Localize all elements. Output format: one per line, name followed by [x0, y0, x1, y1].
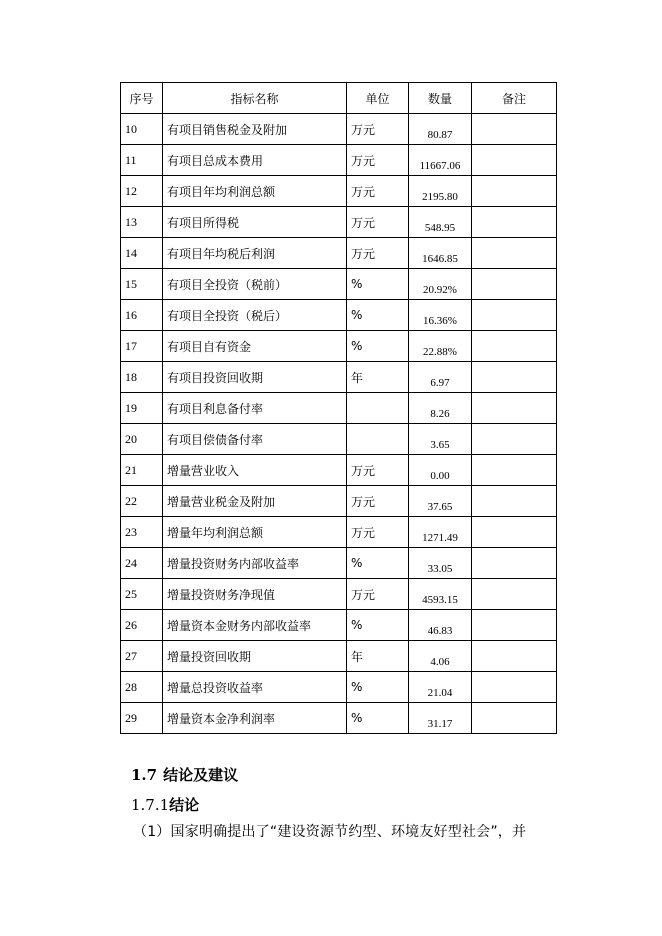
row-qty-cell: 80.87	[409, 114, 472, 145]
row-unit-cell: %	[347, 610, 409, 641]
row-qty-cell: 31.17	[409, 703, 472, 734]
row-note-cell	[472, 610, 557, 641]
row-note-cell	[472, 548, 557, 579]
row-no-cell: 18	[121, 362, 163, 393]
table-header-row	[121, 83, 557, 114]
row-name-cell: 增量营业税金及附加	[163, 486, 347, 517]
row-no-cell: 25	[121, 579, 163, 610]
row-name-cell: 增量投资回收期	[163, 641, 347, 672]
row-name-cell: 增量营业收入	[163, 455, 347, 486]
row-name-cell: 增量年均利润总额	[163, 517, 347, 548]
row-note-cell	[472, 486, 557, 517]
row-name-cell: 增量资本金净利润率	[163, 703, 347, 734]
row-no-cell: 24	[121, 548, 163, 579]
row-note-cell	[472, 703, 557, 734]
table-row	[121, 238, 557, 269]
table-row	[121, 424, 557, 455]
row-no-cell: 16	[121, 300, 163, 331]
row-unit-cell: %	[347, 269, 409, 300]
row-unit-cell: 万元	[347, 176, 409, 207]
row-note-cell	[472, 424, 557, 455]
row-name-cell: 有项目利息备付率	[163, 393, 347, 424]
row-unit-cell: 万元	[347, 486, 409, 517]
row-note-cell	[472, 393, 557, 424]
row-note-cell	[472, 331, 557, 362]
section-number: 1.7	[131, 766, 158, 784]
table-row	[121, 517, 557, 548]
row-name-cell: 有项目年均利润总额	[163, 176, 347, 207]
table-row	[121, 176, 557, 207]
table-row	[121, 610, 557, 641]
row-unit-cell: 万元	[347, 238, 409, 269]
row-name-cell: 增量资本金财务内部收益率	[163, 610, 347, 641]
header-no: 序号	[121, 83, 163, 114]
row-unit-cell: 年	[347, 362, 409, 393]
table-row	[121, 703, 557, 734]
row-no-cell: 21	[121, 455, 163, 486]
row-note-cell	[472, 579, 557, 610]
table-body	[121, 114, 557, 734]
row-unit-cell: %	[347, 672, 409, 703]
row-qty-cell: 548.95	[409, 207, 472, 238]
table-row	[121, 331, 557, 362]
row-qty-cell: 11667.06	[409, 145, 472, 176]
row-qty-cell: 20.92%	[409, 269, 472, 300]
row-qty-cell: 8.26	[409, 393, 472, 424]
row-qty-cell: 3.65	[409, 424, 472, 455]
row-no-cell: 14	[121, 238, 163, 269]
row-note-cell	[472, 176, 557, 207]
table-row	[121, 672, 557, 703]
row-note-cell	[472, 114, 557, 145]
section-title: 结论及建议	[163, 766, 239, 784]
header-note: 备注	[472, 83, 557, 114]
table-row	[121, 114, 557, 145]
row-qty-cell: 4593.15	[409, 579, 472, 610]
indicator-table	[120, 82, 557, 734]
row-name-cell: 有项目总成本费用	[163, 145, 347, 176]
row-unit-cell: 万元	[347, 145, 409, 176]
row-no-cell: 28	[121, 672, 163, 703]
row-qty-cell: 21.04	[409, 672, 472, 703]
row-note-cell	[472, 672, 557, 703]
row-no-cell: 12	[121, 176, 163, 207]
row-qty-cell: 6.97	[409, 362, 472, 393]
row-qty-cell: 2195.80	[409, 176, 472, 207]
table-row	[121, 548, 557, 579]
row-note-cell	[472, 145, 557, 176]
table-row	[121, 455, 557, 486]
row-name-cell: 增量投资财务净现值	[163, 579, 347, 610]
row-unit-cell: 万元	[347, 207, 409, 238]
row-note-cell	[472, 238, 557, 269]
row-qty-cell: 22.88%	[409, 331, 472, 362]
row-name-cell: 有项目偿债备付率	[163, 424, 347, 455]
row-no-cell: 20	[121, 424, 163, 455]
table-row	[121, 207, 557, 238]
row-note-cell	[472, 300, 557, 331]
row-unit-cell: 万元	[347, 517, 409, 548]
indicator-table-container	[120, 82, 556, 734]
table-row	[121, 145, 557, 176]
row-note-cell	[472, 455, 557, 486]
row-qty-cell: 37.65	[409, 486, 472, 517]
row-note-cell	[472, 517, 557, 548]
row-no-cell: 11	[121, 145, 163, 176]
row-unit-cell: 万元	[347, 455, 409, 486]
row-no-cell: 13	[121, 207, 163, 238]
row-name-cell: 有项目自有资金	[163, 331, 347, 362]
header-unit: 单位	[347, 83, 409, 114]
row-unit-cell: 年	[347, 641, 409, 672]
table-row	[121, 362, 557, 393]
row-qty-cell: 33.05	[409, 548, 472, 579]
row-no-cell: 19	[121, 393, 163, 424]
row-no-cell: 26	[121, 610, 163, 641]
table-row	[121, 641, 557, 672]
row-qty-cell: 46.83	[409, 610, 472, 641]
row-name-cell: 有项目销售税金及附加	[163, 114, 347, 145]
row-qty-cell: 16.36%	[409, 300, 472, 331]
subsection-number: 1.7.1	[131, 796, 170, 814]
section-heading	[131, 764, 238, 785]
table-row	[121, 579, 557, 610]
row-qty-cell: 1271.49	[409, 517, 472, 548]
row-qty-cell: 1646.85	[409, 238, 472, 269]
row-no-cell: 27	[121, 641, 163, 672]
row-name-cell: 有项目年均税后利润	[163, 238, 347, 269]
row-unit-cell	[347, 424, 409, 455]
row-name-cell: 增量总投资收益率	[163, 672, 347, 703]
row-unit-cell: 万元	[347, 114, 409, 145]
subsection-title: 结论	[169, 796, 200, 814]
body-paragraph: （1）国家明确提出了“建设资源节约型、环境友好型社会”，并	[133, 824, 527, 840]
row-name-cell: 增量投资财务内部收益率	[163, 548, 347, 579]
row-note-cell	[472, 207, 557, 238]
row-no-cell: 23	[121, 517, 163, 548]
row-name-cell: 有项目投资回收期	[163, 362, 347, 393]
row-unit-cell	[347, 393, 409, 424]
row-no-cell: 10	[121, 114, 163, 145]
row-note-cell	[472, 641, 557, 672]
row-unit-cell: %	[347, 703, 409, 734]
row-qty-cell: 4.06	[409, 641, 472, 672]
row-no-cell: 17	[121, 331, 163, 362]
table-row	[121, 269, 557, 300]
row-no-cell: 15	[121, 269, 163, 300]
row-unit-cell: %	[347, 548, 409, 579]
row-name-cell: 有项目全投资（税前）	[163, 269, 347, 300]
row-unit-cell: 万元	[347, 579, 409, 610]
row-qty-cell: 0.00	[409, 455, 472, 486]
subsection-heading	[131, 794, 199, 815]
row-name-cell: 有项目全投资（税后）	[163, 300, 347, 331]
row-name-cell: 有项目所得税	[163, 207, 347, 238]
table-row	[121, 300, 557, 331]
row-no-cell: 29	[121, 703, 163, 734]
row-note-cell	[472, 269, 557, 300]
header-qty: 数量	[409, 83, 472, 114]
table-row	[121, 486, 557, 517]
row-no-cell: 22	[121, 486, 163, 517]
table-row	[121, 393, 557, 424]
row-note-cell	[472, 362, 557, 393]
row-unit-cell: %	[347, 300, 409, 331]
row-unit-cell: %	[347, 331, 409, 362]
header-name: 指标名称	[163, 83, 347, 114]
